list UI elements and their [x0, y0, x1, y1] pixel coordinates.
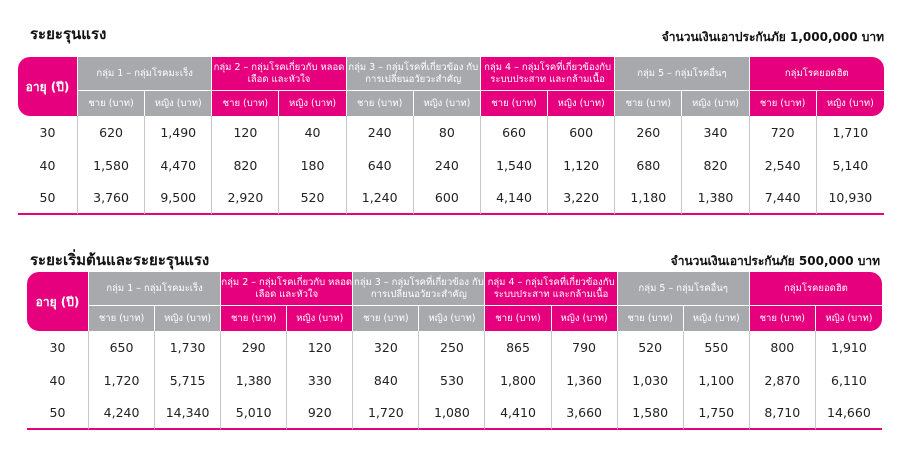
female-premium-cell: 1,100	[684, 364, 750, 397]
female-premium-cell: 14,340	[155, 397, 221, 430]
male-premium-cell: 4,140	[481, 182, 548, 215]
male-premium-cell: 7,440	[750, 182, 817, 215]
female-column-header: หญิง (บาท)	[155, 305, 221, 331]
male-premium-cell: 1,720	[353, 397, 419, 430]
female-column-header: หญิง (บาท)	[684, 305, 750, 331]
female-column-header: หญิง (บาท)	[817, 90, 884, 116]
female-premium-cell: 14,660	[816, 397, 882, 430]
male-premium-cell: 1,580	[78, 149, 145, 182]
female-premium-cell: 5,140	[832, 158, 869, 173]
table-row	[27, 364, 882, 397]
male-premium-cell: 1,030	[618, 364, 684, 397]
female-premium-cell: 1,910	[831, 340, 867, 355]
female-premium-cell: 550	[684, 331, 750, 364]
premium-table	[18, 57, 884, 215]
female-column-header: หญิง (บาท)	[279, 90, 346, 116]
section-title: ระยะเริ่มต้นและระยะรุนแรง	[30, 251, 210, 269]
male-premium-cell: 240	[347, 116, 414, 149]
male-premium-cell: 3,760	[78, 182, 145, 215]
male-column-header: ชาย (บาท)	[221, 305, 287, 331]
male-premium-cell: 1,580	[618, 397, 684, 430]
male-premium-cell: 820	[212, 149, 279, 182]
female-column-header: หญิง (บาท)	[419, 305, 485, 331]
female-premium-cell: 1,360	[552, 364, 618, 397]
female-premium-cell: 1,730	[155, 331, 221, 364]
group-header-6: กลุ่มโรคยอดฮิต	[750, 272, 882, 305]
female-premium-cell: 820	[682, 149, 749, 182]
group-header-4: กลุ่ม 4 – กลุ่มโรคที่เกี่ยวข้องกับ ระบบประสาท และกล้ามเนื้อ	[485, 272, 617, 305]
group-header-3: กลุ่ม 3 – กลุ่มโรคที่เกี่ยวข้อง กับการเปลี่ยนอวัยวะสำคัญ	[353, 272, 485, 305]
female-premium-cell: 80	[414, 116, 481, 149]
female-column-header: หญิง (บาท)	[816, 305, 882, 331]
female-premium-cell: 1,120	[548, 149, 615, 182]
female-premium-cell: 6,110	[831, 373, 867, 388]
age-cell: 50	[18, 182, 78, 215]
female-premium-cell: 180	[279, 149, 346, 182]
age-cell: 50	[27, 397, 89, 430]
male-premium-cell: 620	[78, 116, 145, 149]
male-premium-cell: 1,540	[481, 149, 548, 182]
age-column-header: อายุ (ปี)	[27, 272, 89, 331]
female-column-header: หญิง (บาท)	[287, 305, 353, 331]
male-premium-cell: 520	[618, 331, 684, 364]
age-cell: 40	[27, 364, 89, 397]
male-premium-cell: 650	[89, 331, 155, 364]
male-premium-cell: 720	[750, 116, 817, 149]
female-premium-cell: 3,660	[552, 397, 618, 430]
male-premium-cell: 680	[615, 149, 682, 182]
male-column-header: ชาย (บาท)	[750, 305, 816, 331]
group-header-5: กลุ่ม 5 – กลุ่มโรคอื่นๆ	[615, 57, 749, 90]
male-premium-cell: 2,920	[212, 182, 279, 215]
age-column-header: อายุ (ปี)	[18, 57, 78, 116]
male-premium-cell: 1,180	[615, 182, 682, 215]
male-premium-cell: 2,540	[750, 149, 817, 182]
female-column-header: หญิง (บาท)	[552, 305, 618, 331]
group-header-1: กลุ่ม 1 – กลุ่มโรคมะเร็ง	[78, 57, 212, 90]
female-premium-cell: 4,470	[145, 149, 212, 182]
male-column-header: ชาย (บาท)	[615, 90, 682, 116]
female-premium-cell: 600	[548, 116, 615, 149]
female-premium-cell: 520	[279, 182, 346, 215]
group-header-4: กลุ่ม 4 – กลุ่มโรคที่เกี่ยวข้องกับ ระบบประสาท และกล้ามเนื้อ	[481, 57, 615, 90]
male-premium-cell: 260	[615, 116, 682, 149]
male-premium-cell: 660	[481, 116, 548, 149]
female-premium-cell: 9,500	[145, 182, 212, 215]
section-title: ระยะรุนแรง	[30, 25, 107, 43]
premium-table	[27, 272, 882, 430]
male-premium-cell: 1,380	[221, 364, 287, 397]
female-premium-cell: 10,930	[817, 182, 884, 215]
female-premium-cell: 250	[419, 331, 485, 364]
group-header-2: กลุ่ม 2 – กลุ่มโรคเกี่ยวกับ หลอดเลือด และหัวใจ	[212, 57, 346, 90]
female-premium-cell: 530	[419, 364, 485, 397]
female-column-header: หญิง (บาท)	[682, 90, 749, 116]
male-premium-cell: 8,710	[750, 397, 816, 430]
female-premium-cell: 240	[414, 149, 481, 182]
male-column-header: ชาย (บาท)	[347, 90, 414, 116]
group-header-2: กลุ่ม 2 – กลุ่มโรคเกี่ยวกับ หลอดเลือด และหัวใจ	[221, 272, 353, 305]
male-premium-cell: 290	[221, 331, 287, 364]
sum-insured-label: จำนวนเงินเอาประกันภัย 1,000,000 บาท	[661, 30, 884, 44]
female-premium-cell: 120	[287, 331, 353, 364]
age-cell: 30	[18, 116, 78, 149]
group-header-5: กลุ่ม 5 – กลุ่มโรคอื่นๆ	[618, 272, 750, 305]
group-header-1: กลุ่ม 1 – กลุ่มโรคมะเร็ง	[89, 272, 221, 305]
male-premium-cell: 5,010	[221, 397, 287, 430]
table-row	[27, 331, 882, 364]
male-premium-cell: 1,720	[89, 364, 155, 397]
female-premium-cell: 330	[287, 364, 353, 397]
female-column-header: หญิง (บาท)	[414, 90, 481, 116]
male-premium-cell: 4,410	[485, 397, 551, 430]
male-column-header: ชาย (บาท)	[618, 305, 684, 331]
male-column-header: ชาย (บาท)	[750, 90, 817, 116]
male-premium-cell: 840	[353, 364, 419, 397]
female-column-header: หญิง (บาท)	[548, 90, 615, 116]
male-premium-cell: 1,240	[347, 182, 414, 215]
male-premium-cell: 640	[347, 149, 414, 182]
female-premium-cell: 790	[552, 331, 618, 364]
female-premium-cell: 1,750	[684, 397, 750, 430]
table-row	[18, 182, 884, 215]
male-premium-cell: 865	[485, 331, 551, 364]
female-premium-cell: 40	[279, 116, 346, 149]
male-column-header: ชาย (บาท)	[212, 90, 279, 116]
male-premium-cell: 1,800	[485, 364, 551, 397]
male-column-header: ชาย (บาท)	[353, 305, 419, 331]
group-header-6: กลุ่มโรคยอดฮิต	[750, 57, 884, 90]
female-premium-cell: 3,220	[548, 182, 615, 215]
male-premium-cell: 2,870	[750, 364, 816, 397]
female-premium-cell: 5,715	[155, 364, 221, 397]
male-column-header: ชาย (บาท)	[89, 305, 155, 331]
female-premium-cell: 600	[414, 182, 481, 215]
female-premium-cell: 340	[682, 116, 749, 149]
female-column-header: หญิง (บาท)	[145, 90, 212, 116]
age-cell: 30	[27, 331, 89, 364]
female-premium-cell: 920	[287, 397, 353, 430]
male-premium-cell: 120	[212, 116, 279, 149]
male-premium-cell: 320	[353, 331, 419, 364]
male-premium-cell: 800	[750, 331, 816, 364]
male-column-header: ชาย (บาท)	[485, 305, 551, 331]
table-row	[27, 397, 882, 430]
sum-insured-label: จำนวนเงินเอาประกันภัย 500,000 บาท	[670, 254, 880, 268]
group-header-3: กลุ่ม 3 – กลุ่มโรคที่เกี่ยวข้อง กับการเปลี่ยนอวัยวะสำคัญ	[347, 57, 481, 90]
female-premium-cell: 1,490	[145, 116, 212, 149]
table-row	[18, 116, 884, 149]
male-premium-cell: 4,240	[89, 397, 155, 430]
male-column-header: ชาย (บาท)	[78, 90, 145, 116]
female-premium-cell: 1,710	[832, 125, 869, 140]
female-premium-cell: 1,380	[682, 182, 749, 215]
female-premium-cell: 1,080	[419, 397, 485, 430]
age-cell: 40	[18, 149, 78, 182]
table-row	[18, 149, 884, 182]
male-column-header: ชาย (บาท)	[481, 90, 548, 116]
